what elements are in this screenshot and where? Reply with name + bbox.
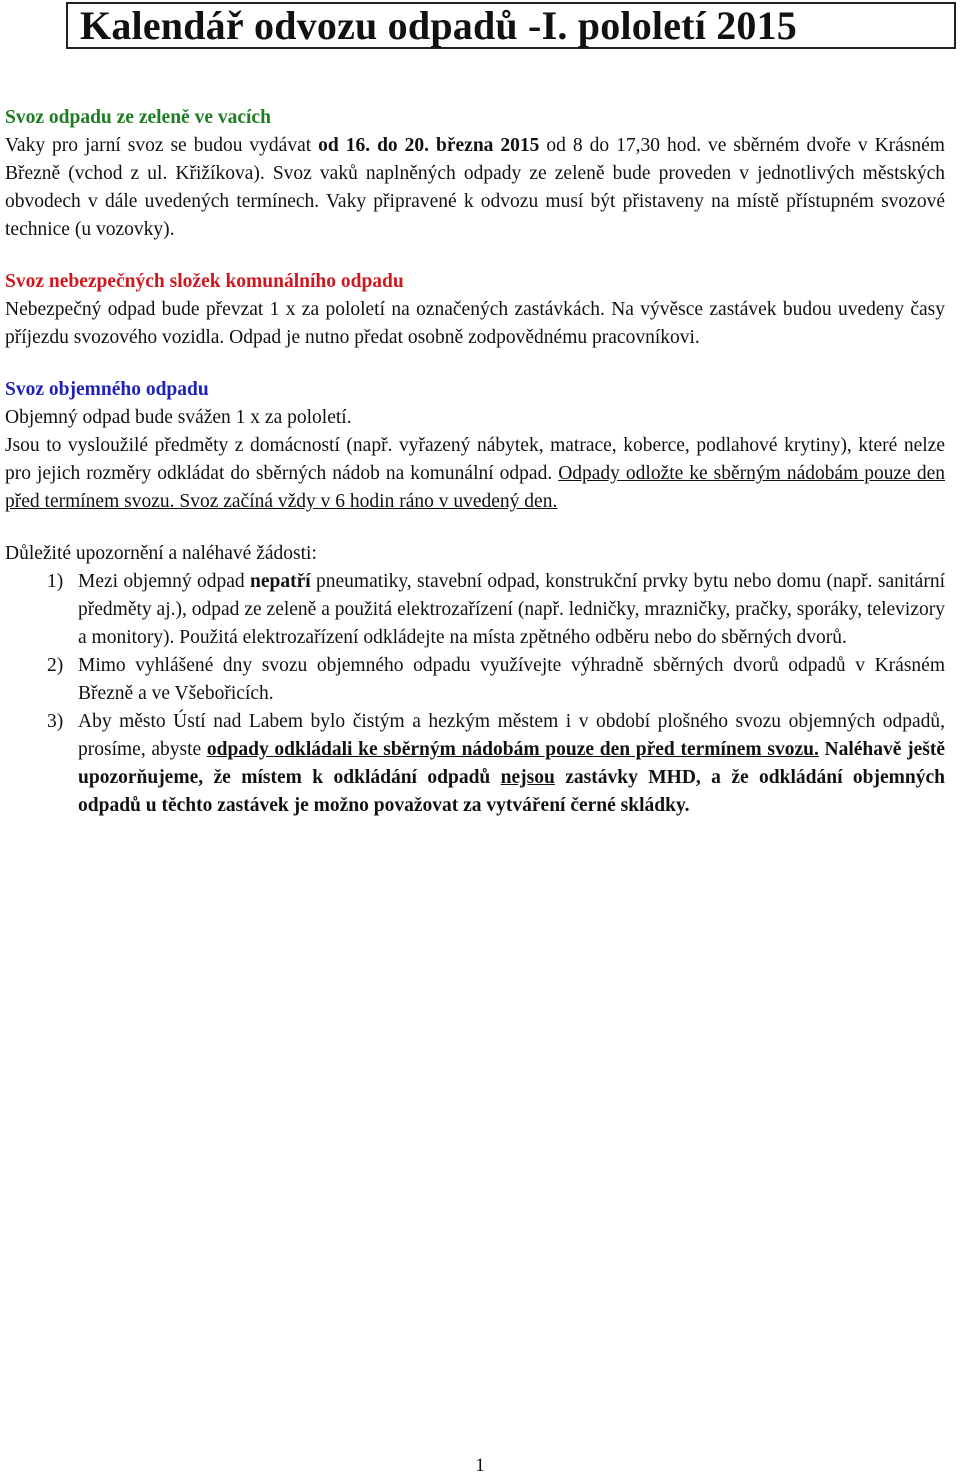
page-title: Kalendář odvozu odpadů -I. pololetí 2015 bbox=[80, 3, 798, 48]
green-waste-dates: od 16. do 20. března 2015 bbox=[318, 135, 540, 156]
section-green-waste bbox=[5, 104, 945, 244]
section-hazardous-waste bbox=[5, 268, 945, 352]
page-number: 1 bbox=[475, 1455, 485, 1476]
title-box bbox=[66, 2, 956, 49]
bulky-waste-underlined: Odpady odložte ke sběrným nádobám pouze den před termínem svozu. Svoz začíná vždy v 6 hodin ráno v uvedený den. bbox=[5, 463, 945, 512]
hazardous-waste-text: Nebezpečný odpad bude převzat 1 x za pololetí na označených zastávkách. Na vývěsce zastávek budou uvedeny časy příjezdu svozového vozidla. Odpad je nutno předat osobně zodpovědnému pracovníkovi. bbox=[5, 299, 945, 348]
green-waste-text: Vaky pro jarní svoz se budou vydávat od 16. do 20. března 2015 od 8 do 17,30 hod. ve sběrném dvoře v Krásném Březně (vchod z ul. Křižíkova). Svoz vaků naplněných odpady ze zeleně bude proveden v jednotlivých městských obvodech v dále uvedených termínech. Vaky připravené k odvozu musí být přistaveny na místě přístupném svozové technice (u vozovky). bbox=[5, 135, 945, 240]
list-item: 1) Mezi objemný odpad nepatří pneumatiky, stavební odpad, konstrukční prvky bytu nebo domu (např. sanitární předměty aj.), odpad ze zeleně a použitá elektrozařízení (např. ledničky, mrazničky, pračky, sporáky, televizory a monitory). Použitá elektrozařízení odkládejte na místa zpětného odběru nebo do sběrných dvorů. bbox=[47, 571, 946, 648]
list-item: 2) Mimo vyhlášené dny svozu objemného odpadu využívejte výhradně sběrných dvorů odpadů v Krásném Březně a ve Všebořicích. bbox=[47, 655, 945, 704]
section-bulky-waste bbox=[5, 376, 945, 516]
bulky-waste-line1: Objemný odpad bude svážen 1 x za pololetí. bbox=[5, 407, 352, 428]
important-list bbox=[5, 568, 945, 820]
bulky-waste-heading: Svoz objemného odpadu bbox=[5, 379, 209, 400]
bulky-waste-text: Jsou to vysloužilé předměty z domácností (např. vyřazený nábytek, matrace, koberce, podlahové krytiny), které nelze pro jejich rozměry odkládat do sběrných nádob na komunální odpad. Odpady odložte ke sběrným nádobám pouze den před termínem svozu. Svoz začíná vždy v 6 hodin ráno v uvedený den. bbox=[5, 435, 945, 512]
green-waste-heading: Svoz odpadu ze zeleně ve vacích bbox=[5, 107, 271, 128]
important-heading: Důležité upozornění a naléhavé žádosti: bbox=[5, 543, 317, 564]
section-important bbox=[5, 540, 945, 820]
document-body bbox=[5, 104, 945, 820]
hazardous-waste-heading: Svoz nebezpečných složek komunálního odpadu bbox=[5, 271, 404, 292]
list-item: 3) Aby město Ústí nad Labem bylo čistým a hezkým městem i v období plošného svozu objemných odpadů, prosíme, abyste odpady odkládali ke sběrným nádobám pouze den před termínem svozu. Naléhavě ještě upozorňujeme, že místem k odkládání odpadů nejsou zastávky MHD, a že odkládání objemných odpadů u těchto zastávek je možno považovat za vytváření černé skládky. bbox=[47, 711, 946, 816]
